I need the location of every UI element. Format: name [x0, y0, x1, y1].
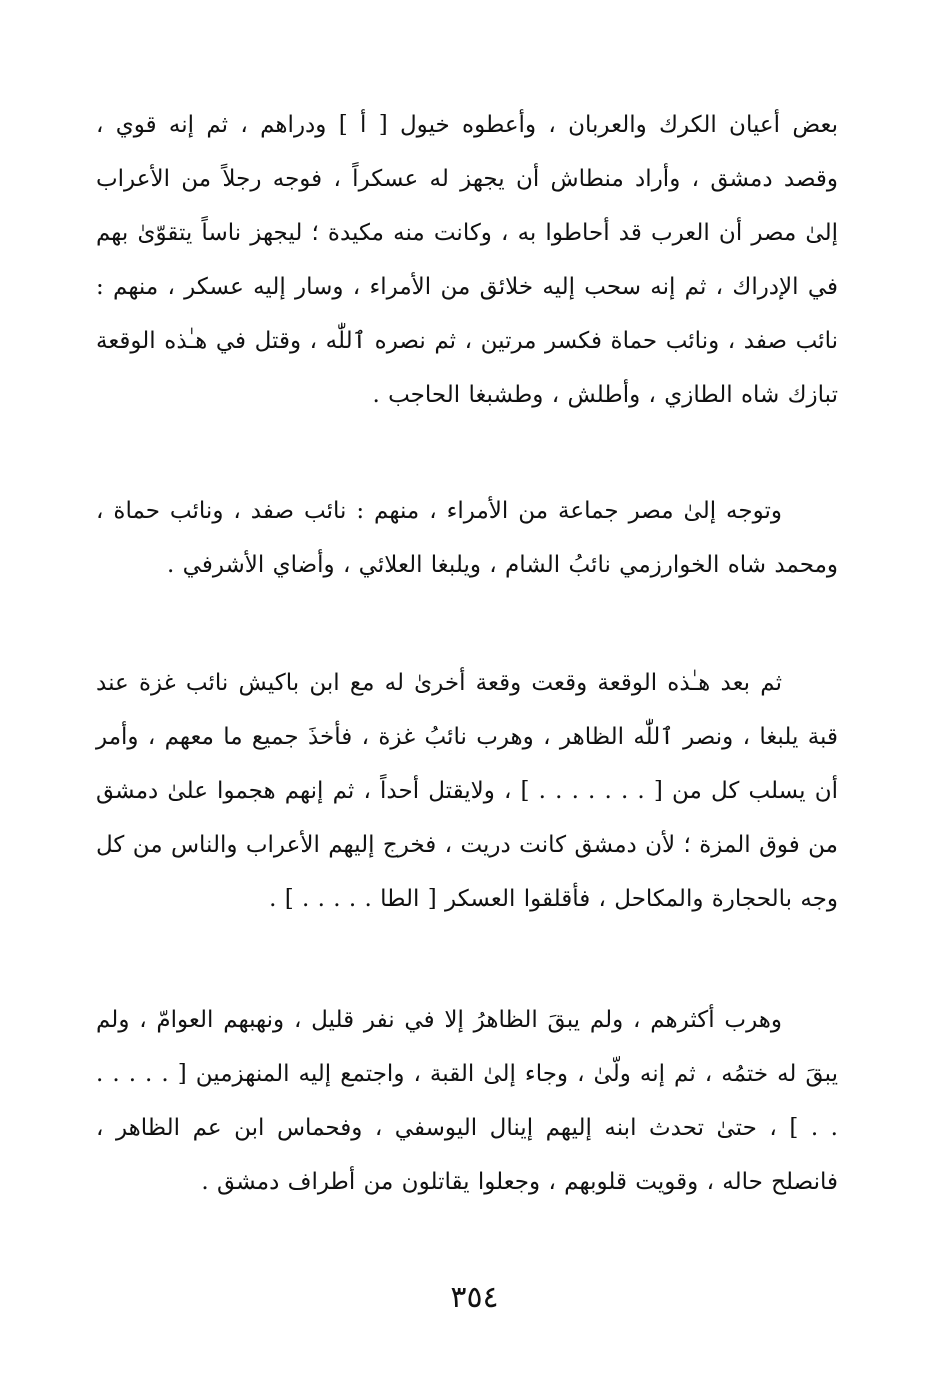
paragraph-1: بعض أعيان الكرك والعربان ، وأعطوه خيول [ أ ] ودراهم ، ثم إنه قوي ، وقصد دمشق ، وأراد منطاش أن يجهز له عسكراً ، فوجه رجلاً من الأعراب إلىٰ مصر أن العرب قد أحاطوا به ، وكانت منه مكيدة ؛ ليجهز ناساً يتقوّىٰ بهم في الإدراك ، ثم إنه سحب إليه خلائق من الأمراء ، وسار إليه عسكر ، منهم : نائب صفد ، ونائب حماة فكسر مرتين ، ثم نصره ٱللّٰه ، وقتل في هـٰذه الوقعة تبازك شاه الطازي ، وأطلش ، وطشبغا الحاجب .	[96, 112, 838, 408]
paragraph-1-block	[96, 98, 838, 422]
paragraph-2-block	[96, 484, 838, 592]
paragraph-4-block	[96, 993, 838, 1209]
paragraph-3-block	[96, 656, 838, 926]
page-number: ٣٥٤	[450, 1280, 499, 1315]
paragraph-4: وهرب أكثرهم ، ولم يبقَ الظاهرُ إلا في نفر قليل ، ونهبهم العوامّ ، ولم يبقَ له ختمُه ، ثم إنه ولّىٰ ، وجاء إلىٰ القبة ، واجتمع إليه المنهزمين [ . . . . . . . ] ، حتىٰ تحدث ابنه إليهم إينال اليوسفي ، وفحماس ابن عم الظاهر ، فانصلح حاله ، وقويت قلوبهم ، وجعلوا يقاتلون من أطراف دمشق .	[96, 1007, 838, 1195]
paragraph-3: ثم بعد هـٰذه الوقعة وقعت وقعة أخرىٰ له مع ابن باكيش نائب غزة عند قبة يلبغا ، ونصر ٱللّٰه الظاهر ، وهرب نائبُ غزة ، فأخذَ جميع ما معهم ، وأمر أن يسلب كل من [ . . . . . . . ] ، ولايقتل أحداً ، ثم إنهم هجموا علىٰ دمشق من فوق المزة ؛ لأن دمشق كانت دريت ، فخرج إليهم الأعراب والناس من كل وجه بالحجارة والمكاحل ، فأقلقوا العسكر [ الطا . . . . . ] .	[96, 670, 838, 912]
paragraph-2: وتوجه إلىٰ مصر جماعة من الأمراء ، منهم : نائب صفد ، ونائب حماة ، ومحمد شاه الخوارزمي نائبُ الشام ، ويلبغا العلائي ، وأضاي الأشرفي .	[96, 498, 838, 578]
